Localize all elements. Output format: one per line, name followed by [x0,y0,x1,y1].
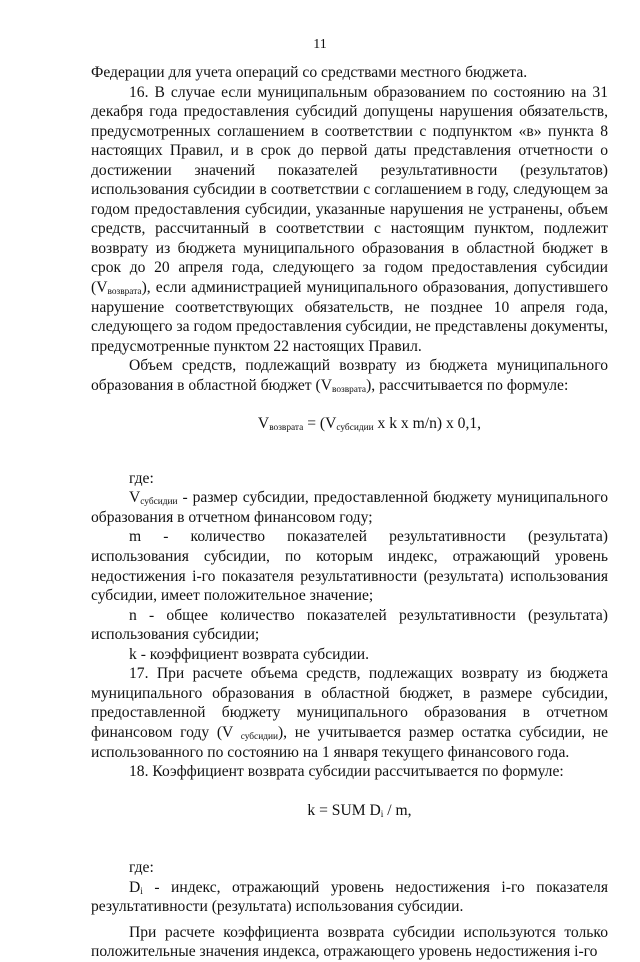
where-label: где: [129,469,154,487]
definition-text: - размер субсидии, предоставленной бюджету муниципального образования в отчетном финансовом году; [91,489,608,526]
where-label: где: [129,859,154,877]
definition-m: m - количество показателей результативности (результата) использования субсидии, по которым индекс, отражающий уровень недостижения i-го показателя результативности (результата) использования субсидии, имеет положительное значение; [91,528,608,605]
paragraph-last: При расчете коэффициента возврата субсидии используются только положительные значения индекса, отражающего уровень недостижения i-го [91,923,608,961]
formula-return-volume [91,414,608,434]
formula-part: / m, [383,801,412,819]
paragraph-17 [91,664,608,762]
paragraph-volume-text-end: ), рассчитывается по формуле: [366,376,569,394]
definition-v-subsidy [91,488,608,527]
formula-part: x k x m/n) x 0,1, [373,415,482,433]
paragraph-volume-text: Объем средств, подлежащий возврату из бюджета муниципального образования в областной бюджет (V [91,357,608,394]
paragraph-16 [91,83,608,357]
definition-d [91,878,608,917]
definition-text: - индекс, отражающий уровень недостижения i-го показателя результативности (результата) использования субсидии. [91,878,608,916]
formula-coefficient [91,801,608,821]
subscript: возврата [331,384,367,395]
paragraph-18: 18. Коэффициент возврата субсидии рассчитывается по формуле: [129,763,564,781]
subscript: субсидии [240,731,278,742]
subscript: i [380,809,384,820]
subscript: возврата [107,287,142,298]
paragraph-16-text-end: ), если администрацией муниципального образования, допустившего нарушение соответствующих обязательств, не позднее 10 апреля года, следующего за годом предоставления субсидии, не представлены документы, предусмотренные пунктом 22 настоящих Правил. [91,279,608,355]
paragraph-continuation: Федерации для учета операций со средствами местного бюджета. [91,64,528,81]
page-number: 11 [313,37,327,52]
definition-n: n - общее количество показателей результативности (результата) использования субсидии; [91,606,608,644]
subscript: i [140,886,143,897]
formula-part: k = SUM D [307,801,381,819]
document-body [91,63,608,962]
paragraph-16-text: 16. В случае если муниципальным образованием по состоянию на 31 декабря года предоставления субсидий допущены нарушения обязательств, предусмотренных соглашением в соответствии с подпунктом «в» пункта 8 настоящих Правил, и в срок до первой даты представления отчетности о достижении значений показателей результативности (результатов) использования субсидии в соответствии с соглашением в году, следующем за годом предоставления субсидии, указанные нарушения не устранены, объем средств, рассчитанный в соответствии с настоящим пунктом, подлежит возврату из бюджета муниципального образования в областной бюджет в срок до 20 апреля года, следующего за годом предоставления субсидии (V [91,83,608,297]
definition-symbol: V [129,489,141,507]
paragraph-17-text: 17. При расчете объема средств, подлежащих возврату из бюджета муниципального образования в областной бюджет, в размере субсидии, предоставленной бюджету муниципального образования в отчетном финансовом году (V [91,665,608,741]
paragraph-17-text-end: ), не учитывается размер остатка субсидии, не использованного по состоянию на 1 января текущего финансового года. [91,723,608,761]
paragraph-volume [91,356,608,395]
definition-symbol: D [129,878,141,896]
formula-part: = (V [303,415,337,433]
subscript: субсидии [140,497,178,508]
subscript: субсидии [336,423,374,434]
subscript: возврата [269,423,304,434]
formula-part: V [257,415,270,433]
definition-k: k - коэффициент возврата субсидии. [129,645,370,663]
